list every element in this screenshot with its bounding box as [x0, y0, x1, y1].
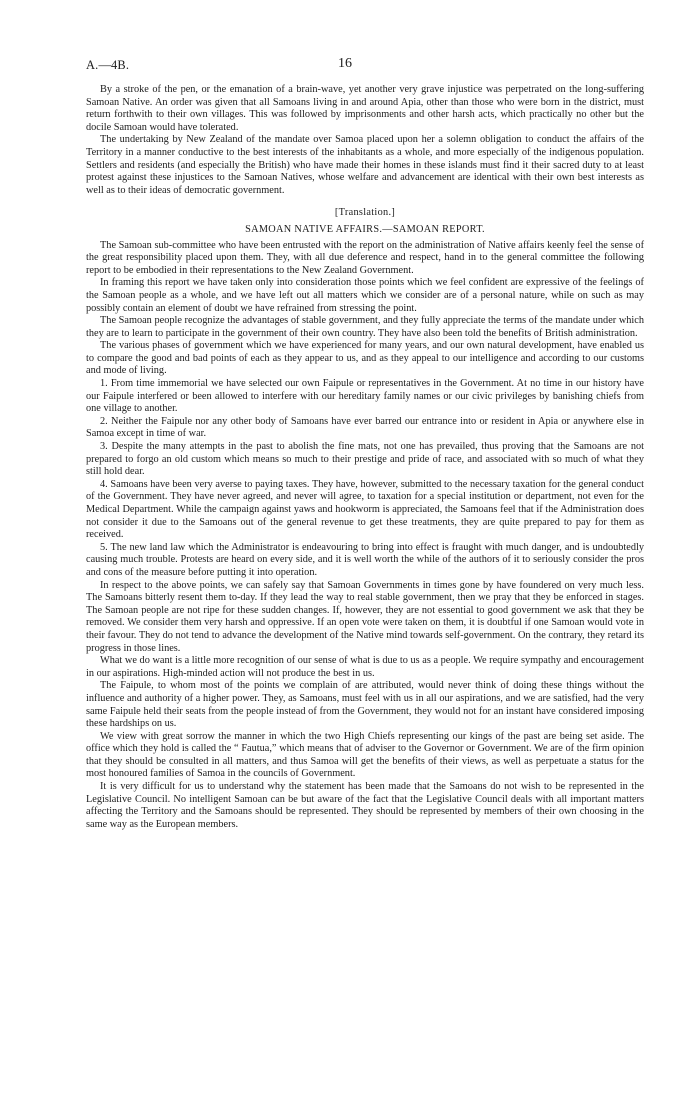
numbered-point: 3. Despite the many attempts in the past to abolish the fine mats, not one has prevailed, thus proving that the Samoans are not prepared to forgo an old custom which means so much to their prestige and pride of race, and associated with so much of what they still hold dear. — [86, 441, 644, 478]
paragraph: It is very difficult for us to understand why the statement has been made that the Samoans do not wish to be represented in the Legislative Council. No intelligent Samoan can be but aware of the fact that the Legislative Council deals with all important matters affecting the Territory and the Samoans should be represented. They should be represented by members of their own choosing in the same way as the European members. — [86, 781, 644, 830]
paragraph: What we do want is a little more recognition of our sense of what is due to us as a people. We require sympathy and encouragement in our aspirations. High-minded action will not produce the best in us. — [86, 655, 644, 679]
paragraph: The various phases of government which we have experienced for many years, and our own natural development, have enabled us to compare the good and bad points of each as they appear to us, and as they appeal to our intelligence and according to our customs and mode of living. — [86, 340, 644, 377]
paragraph: The Samoan sub-committee who have been entrusted with the report on the administration of Native affairs keenly feel the sense of the great responsibility placed upon them. They, with all due deference and respect, hand in to the general committee the following report to be embodied in their representations to the New Zealand Government. — [86, 239, 644, 276]
paragraph: The Samoan people recognize the advantages of stable government, and they fully appreciate the terms of the mandate under which they are to learn to participate in the government of their own country. They have also been told the benefits of British administration. — [86, 315, 644, 339]
numbered-point: 5. The new land law which the Administrator is endeavouring to bring into effect is fraught with much danger, and is undoubtedly causing much trouble. Protests are heard on every side, and it is well worth the while of the authors of it to seriously consider the pros and cons of the measure before putting it into operation. — [86, 541, 644, 578]
translation-heading: [Translation.] — [334, 207, 396, 219]
paragraph: The Faipule, to whom most of the points we complain of are attributed, would never think of doing these things without the influence and authority of a higher power. They, as Samoans, must feel with us in all our aspirations, and we are satisfied, had the very same Faipule held their seats from the people instead of from the Government, they would not for an instant have considered imposing these hardships on us. — [86, 680, 644, 730]
page-header — [86, 58, 644, 80]
paragraph: In respect to the above points, we can safely say that Samoan Governments in times gone by have foundered on very much less. The Samoans bitterly resent them to-day. If they lead the way to real stable government, then we pray that they be enforced in stages. The Samoan people are not ripe for these sudden changes. If, however, they are not essential to good government we ask that they be removed. We consider them very harsh and oppressive. If an open vote were taken on them, it is doubtful if one Samoan would vote in their favour. They do not tend to advance the development of the Native mind towards self-government. On the contrary, they retard its progress in those lines. — [86, 579, 644, 654]
numbered-point: 2. Neither the Faipule nor any other body of Samoans have ever barred our entrance into or resident in Apia or anywhere else in Samoa except in time of war. — [86, 415, 644, 440]
numbered-point: 4. Samoans have been very averse to paying taxes. They have, however, submitted to the necessary taxation for the general conduct of the Government. They have never agreed, and never will agree, to taxation for a special institution or department, not even for the Medical Department. While the campaign against yaws and hookworm is appreciated, the Samoans feel that if the Administration does not consider it due to the Samoans out of the general revenue to get these treatments, they are quite prepared to pay for them as received. — [86, 478, 644, 541]
paragraph: We view with great sorrow the manner in which the two High Chiefs representing our kings of the past are being set aside. The office which they hold is called the “ Fautua,” which means that of adviser to the Governor or Government. We are of the firm opinion that they should be consulted in all matters, and thus Samoa will get the benefits of their views, as well as perpetuate a status for the most honoured families of Samoa in the councils of Government. — [86, 730, 644, 780]
document-reference: A.—4B. — [86, 58, 130, 72]
document-body — [86, 84, 644, 831]
report-heading: SAMOAN NATIVE AFFAIRS.—SAMOAN REPORT. — [245, 223, 485, 235]
numbered-point: 1. From time immemorial we have selected our own Faipule or representatives in the Government. At no time in our history have our Faipule interfered or been allowed to interfere with our hereditary family names or our civic privileges by banishing chiefs from one village to another. — [86, 378, 644, 415]
page-number: 16 — [338, 56, 352, 71]
paragraph: The undertaking by New Zealand of the mandate over Samoa placed upon her a solemn obligation to conduct the affairs of the Territory in a manner conductive to the best interests of the inhabitants as a whole, and more especially of the indigenous population. Settlers and residents (and especially the British) who have made their homes in these islands must find it their sacred duty to at least protest against these injustices to the Samoan Natives, whose welfare and advancement are identical with their own best interests as well as to their ideas of democratic government. — [86, 134, 644, 196]
paragraph: In framing this report we have taken only into consideration those points which we feel confident are expressive of the feelings of the Samoan people as a whole, and we have left out all matters which we consider are of a personal nature, while on such as may possibly contain an element of doubt we have refrained from stressing the point. — [86, 277, 644, 314]
paragraph: By a stroke of the pen, or the emanation of a brain-wave, yet another very grave injustice was perpetrated on the long-suffering Samoan Native. An order was given that all Samoans living in and around Apia, other than those who were born in the district, must return forthwith to their own villages. This was followed by imprisonments and other harsh acts, which practically no other but the docile Samoan would have tolerated. — [86, 84, 644, 133]
